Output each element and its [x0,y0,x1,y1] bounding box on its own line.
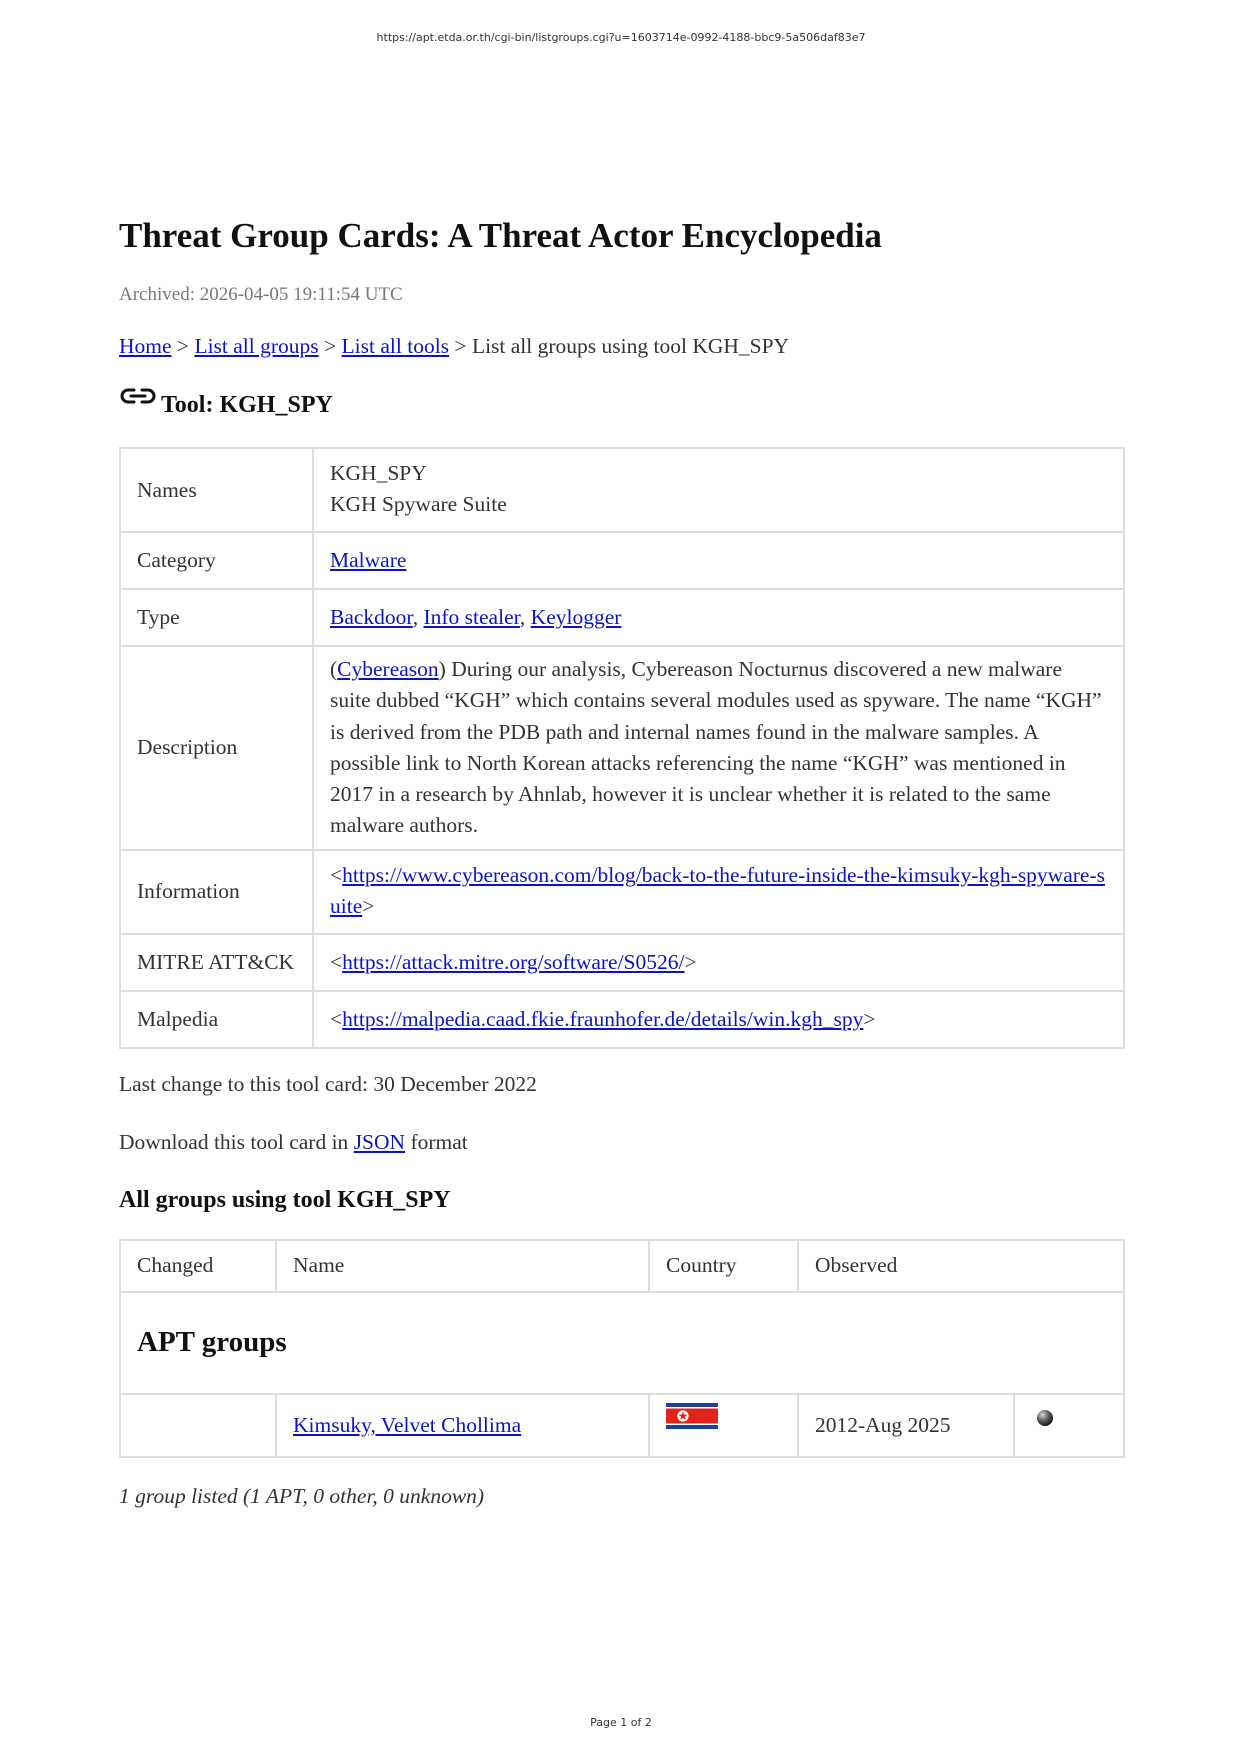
information-label: Information [120,850,313,934]
malpedia-close: > [863,1006,876,1031]
mitre-close: > [684,949,697,974]
information-open: < [330,862,343,887]
description-open-paren: ( [330,657,338,681]
breadcrumb-separator: > [449,334,472,358]
information-value [313,850,1124,934]
names-label: Names [120,448,313,532]
breadcrumb-list-groups-link[interactable]: List all groups [194,334,319,358]
category-row [120,532,1124,589]
last-change-text: Last change to this tool card: 30 December 2022 [119,1071,537,1096]
mitre-link[interactable]: https://attack.mitre.org/software/S0526/ [342,949,685,974]
type-info-stealer-link[interactable]: Info stealer [423,605,520,629]
name-primary: KGH_SPY [330,461,427,485]
category-malware-link[interactable]: Malware [330,548,407,572]
type-keylogger-link[interactable]: Keylogger [530,605,622,629]
download-prefix: Download this tool card in [119,1129,354,1154]
groups-summary: 1 group listed (1 APT, 0 other, 0 unknown) [119,1483,485,1508]
description-source-link[interactable]: Cybereason [337,657,439,681]
description-label: Description [120,646,313,850]
breadcrumb-separator: > [318,334,342,358]
breadcrumb [119,332,1125,360]
link-icon [119,384,157,408]
print-url: https://apt.etda.or.th/cgi-bin/listgroups.cgi?u=1603714e-0992-4188-bbc9-5a506daf83e7 [376,31,866,44]
column-header-name: Name [276,1240,649,1292]
names-value [313,448,1124,532]
group-country-cell [649,1394,798,1457]
group-name-cell [276,1394,649,1457]
category-label: Category [120,532,313,589]
mitre-label: MITRE ATT&CK [120,934,313,991]
tool-card-table [119,447,1125,1049]
north-korea-flag-icon [666,1403,718,1429]
type-separator: , [412,605,424,629]
download-line [119,1128,1125,1156]
groups-header-row [120,1240,1124,1292]
information-row [120,850,1124,934]
tool-heading [119,390,1125,420]
page-number: Page 1 of 2 [590,1716,652,1729]
group-changed-cell [120,1394,276,1457]
black-ball-icon [1037,1410,1053,1426]
groups-table [119,1239,1125,1458]
breadcrumb-list-tools-link[interactable]: List all tools [341,334,450,358]
breadcrumb-current: List all groups using tool KGH_SPY [471,334,790,358]
description-text: During our analysis, Cybereason Nocturnus discovered a new malware suite dubbed “KGH” which contains several modules used as spyware. The name “KGH” is derived from the PDB path and internal names found in the malware samples. A possible link to North Korean attacks referencing the name “KGH” was mentioned in 2017 in a research by Ahnlab, however it is unclear whether it is related to the same malware authors. [330,657,1102,838]
information-close: > [362,893,375,918]
download-suffix: format [405,1129,468,1154]
groups-heading: All groups using tool KGH_SPY [119,1186,451,1213]
description-close-paren: ) [438,657,446,681]
archived-timestamp: Archived: 2026-04-05 19:11:54 UTC [119,284,403,305]
main-content [119,210,1125,1510]
type-backdoor-link[interactable]: Backdoor [330,605,413,629]
group-observed-cell: 2012-Aug 2025 [798,1394,1014,1457]
group-name-link[interactable]: Kimsuky, Velvet Chollima [293,1412,522,1437]
mitre-value [313,934,1124,991]
malpedia-label: Malpedia [120,991,313,1048]
type-label: Type [120,589,313,646]
breadcrumb-home-link[interactable]: Home [119,334,172,358]
page-title: Threat Group Cards: A Threat Actor Encyclopedia [119,216,882,255]
type-value [313,589,1124,646]
download-json-link[interactable]: JSON [353,1129,406,1154]
names-row [120,448,1124,532]
malpedia-link[interactable]: https://malpedia.caad.fkie.fraunhofer.de/details/win.kgh_spy [342,1006,864,1031]
malpedia-open: < [330,1006,343,1031]
table-row [120,1394,1124,1457]
name-alias: KGH Spyware Suite [330,492,507,516]
group-marker-cell [1014,1394,1124,1457]
description-value [313,646,1124,850]
breadcrumb-separator: > [171,334,195,358]
tool-heading-text: Tool: KGH_SPY [161,392,333,418]
column-header-observed: Observed [798,1240,1124,1292]
type-separator: , [519,605,531,629]
malpedia-row [120,991,1124,1048]
groups-section-row [120,1292,1124,1394]
type-row [120,589,1124,646]
description-row [120,646,1124,850]
category-value [313,532,1124,589]
malpedia-value [313,991,1124,1048]
column-header-country: Country [649,1240,798,1292]
column-header-changed: Changed [120,1240,276,1292]
mitre-row [120,934,1124,991]
information-link[interactable]: https://www.cybereason.com/blog/back-to-the-future-inside-the-kimsuky-kgh-spyware-suite [330,862,1105,918]
mitre-open: < [330,949,343,974]
section-title-apt-groups: APT groups [120,1292,1124,1394]
